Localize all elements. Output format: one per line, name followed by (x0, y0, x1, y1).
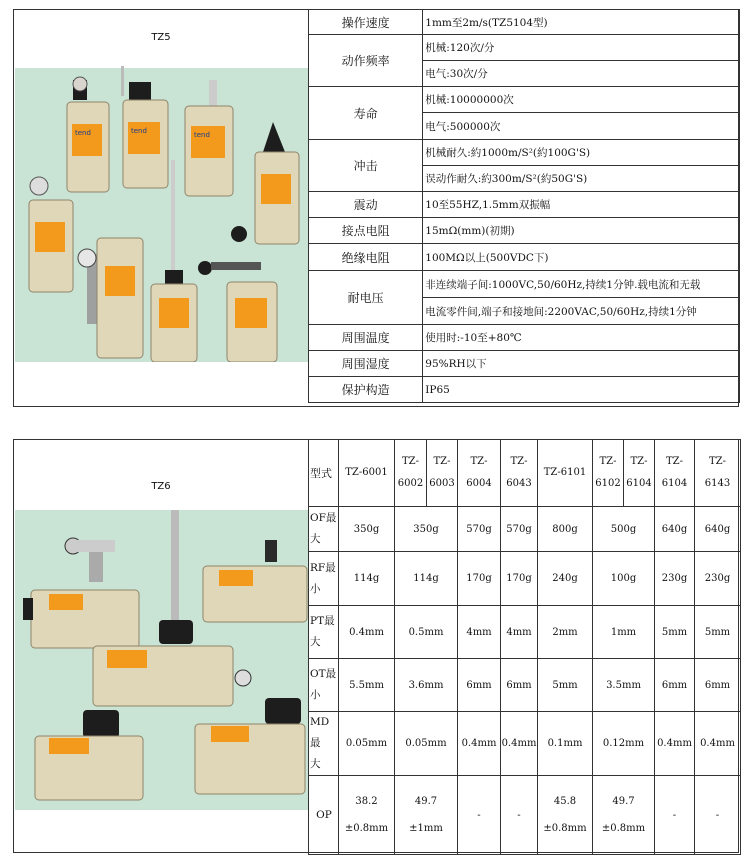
tz6-cell (395, 552, 458, 606)
tz6-cell (458, 776, 501, 855)
row-label-line-1: OF最 (310, 512, 337, 524)
tz5-row-label: 周围温度 (309, 325, 423, 351)
tz6-row (309, 776, 741, 855)
tz5-row-label: 接点电阻 (309, 218, 423, 244)
cell-line: 0.05mm (405, 738, 447, 749)
cell-line: - (517, 809, 521, 821)
row-label-line-2: 小 (310, 689, 321, 701)
cell-line: 5mm (704, 626, 731, 638)
tz6-row-label (309, 776, 339, 855)
model-line-1: TZ- (630, 456, 648, 467)
cell-line: ±0.8mm (543, 823, 587, 834)
tz5-row (309, 140, 740, 166)
row-label-line-1: PT最 (310, 615, 335, 627)
row-label-line-2: 大 (310, 636, 321, 648)
tz6-header-row (309, 440, 741, 507)
tz6-cell (655, 606, 695, 659)
tz5-row-value: IP65 (423, 377, 740, 403)
cell-line: 2mm (552, 626, 578, 638)
tz6-cell (593, 659, 655, 712)
tz6-cell (655, 712, 695, 776)
tz5-row-label: 耐电压 (309, 271, 423, 325)
tz6-model-header (427, 440, 458, 507)
tz6-model-header (501, 440, 538, 507)
tz6-product-photo (15, 510, 308, 810)
tz6-cell (695, 552, 741, 606)
tz5-row-value: 使用时:-10至+80℃ (423, 325, 740, 351)
cell-line: 500g (610, 523, 637, 535)
tz5-row (309, 192, 740, 218)
cell-line: 0.12mm (602, 738, 645, 749)
cell-line: - (672, 809, 677, 821)
tz6-row-label (309, 659, 339, 712)
model-line-2: 6104 (661, 478, 688, 489)
cell-line: 38.2 (355, 796, 378, 807)
tz6-cell (458, 712, 501, 776)
tz5-spec-table (308, 9, 740, 403)
cell-line: 800g (552, 523, 578, 535)
tz6-cell (339, 552, 395, 606)
cell-line: - (715, 809, 720, 821)
tz6-spec-table (308, 439, 741, 855)
tz6-model-header (458, 440, 501, 507)
tz5-row (309, 351, 740, 377)
cell-line: 230g (661, 573, 688, 584)
tz5-row-value: 非连续端子间:1000VC,50/60Hz,持续1分钟.载电流和无载 (423, 271, 740, 298)
cell-line: 640g (661, 523, 688, 535)
tz6-model-header (624, 440, 655, 507)
tz5-row (309, 244, 740, 271)
tz6-cell (501, 659, 538, 712)
cell-line: 230g (704, 573, 731, 584)
model-line-2: 6003 (429, 478, 455, 489)
tz6-cell (538, 659, 593, 712)
cell-line: 114g (353, 573, 380, 584)
cell-line: 570g (466, 523, 492, 535)
tz6-cell (593, 606, 655, 659)
tz5-row-value: 电流零件间,端子和接地间:2200VAC,50/60Hz,持续1分钟 (423, 298, 740, 325)
tz6-cell (395, 712, 458, 776)
tz6-row (309, 606, 741, 659)
tz6-row (309, 507, 741, 552)
cell-line: 45.8 (553, 796, 577, 807)
model-line-1: TZ- (709, 456, 726, 467)
model-line-1: TZ-6001 (345, 467, 388, 478)
tz6-cell (501, 776, 538, 855)
tz6-cell (395, 659, 458, 712)
tz6-cell (695, 507, 741, 552)
model-line-2: 6043 (506, 478, 532, 489)
model-line-2: 6004 (466, 478, 492, 489)
tz6-cell (695, 659, 741, 712)
cell-line: 4mm (506, 626, 532, 638)
tz5-row-value: 机械:120次/分 (423, 35, 740, 61)
cell-line: 6mm (661, 679, 688, 691)
tz6-cell (339, 606, 395, 659)
cell-line: ±1mm (409, 823, 443, 834)
cell-line: 6mm (466, 679, 492, 691)
cell-line: 6mm (506, 679, 532, 691)
tz6-row-label (309, 712, 339, 776)
tz6-model-header (655, 440, 695, 507)
cell-line: ±0.8mm (344, 823, 389, 834)
cell-line: 49.7 (414, 796, 438, 807)
tz5-row-value: 1mm至2m/s(TZ5104型) (423, 10, 740, 35)
tz5-row-value: 电气:500000次 (423, 113, 740, 140)
row-label-line-1: RF最 (310, 561, 336, 574)
tz5-row-value: 100MΩ以上(500VDC下) (423, 244, 740, 271)
tz6-row-label (309, 606, 339, 659)
tz5-row-value: 95%RH以下 (423, 351, 740, 377)
cell-line: 3.6mm (408, 679, 444, 691)
cell-line: 4mm (466, 626, 492, 638)
cell-line: 0.1mm (547, 738, 583, 749)
tz6-cell (695, 712, 741, 776)
tz6-row (309, 712, 741, 776)
model-line-1: TZ- (402, 456, 419, 467)
cell-line: 0.5mm (408, 626, 444, 638)
row-label-line-1: MD最 (310, 716, 330, 749)
tz6-cell (655, 659, 695, 712)
tz6-cell (538, 712, 593, 776)
cell-line: 5.5mm (349, 679, 384, 691)
tz6-cell (339, 507, 395, 552)
tz6-cell (695, 776, 741, 855)
cell-line: 0.4mm (501, 738, 537, 749)
cell-line: 0.4mm (461, 738, 497, 749)
tz6-cell (538, 552, 593, 606)
tz6-row (309, 552, 741, 606)
cell-line: 5mm (661, 626, 688, 638)
tz6-cell (538, 776, 593, 855)
tz6-model-header (339, 440, 395, 507)
tz5-row-label: 操作速度 (309, 10, 423, 35)
tz6-cell (395, 507, 458, 552)
tz5-row (309, 271, 740, 298)
tz5-row-label: 动作频率 (309, 35, 423, 87)
tz5-row-value: 机械:10000000次 (423, 87, 740, 113)
tz6-cell (339, 712, 395, 776)
cell-line: 3.5mm (606, 679, 641, 691)
cell-line: 0.4mm (349, 626, 384, 638)
svg-text:tend: tend (75, 129, 91, 137)
svg-text:tend: tend (131, 127, 147, 135)
cell-line: 0.05mm (345, 738, 388, 749)
tz6-cell (538, 606, 593, 659)
cell-line: 114g (413, 573, 439, 584)
row-label-line-1: OP (316, 808, 332, 821)
tz6-header-label: 型式 (309, 440, 339, 507)
tz5-row (309, 87, 740, 113)
tz5-row-label: 寿命 (309, 87, 423, 140)
tz6-cell (538, 507, 593, 552)
tz5-row-value: 15mΩ(mm)(初期) (423, 218, 740, 244)
row-label-line-2: 大 (310, 533, 321, 545)
tz5-row-label: 保护构造 (309, 377, 423, 403)
tz6-cell (458, 606, 501, 659)
tz6-cell (655, 552, 695, 606)
tz6-row-label (309, 552, 339, 606)
tz6-row (309, 659, 741, 712)
tz5-row-label: 周围湿度 (309, 351, 423, 377)
tz6-model-header (395, 440, 427, 507)
model-line-1: TZ- (510, 456, 528, 467)
cell-line: 240g (552, 573, 578, 584)
tz5-row (309, 10, 740, 35)
row-label-line-2: 大 (310, 758, 321, 770)
model-line-1: TZ- (599, 456, 617, 467)
tz6-cell (458, 552, 501, 606)
tz5-title: TZ5 (151, 32, 171, 43)
model-line-1: TZ-6101 (543, 467, 587, 478)
tz5-row-label: 绝缘电阻 (309, 244, 423, 271)
cell-line: 570g (506, 523, 532, 535)
cell-line: 6mm (704, 679, 731, 691)
tz6-model-header (695, 440, 741, 507)
cell-line: 0.4mm (657, 738, 692, 749)
tz5-row-value: 机械耐久:約1000m/S²(約100G'S) (423, 140, 740, 166)
cell-line: - (477, 809, 481, 821)
tz6-row-label (309, 507, 339, 552)
model-line-2: 6102 (595, 478, 621, 489)
tz6-cell (395, 606, 458, 659)
tz6-model-header (538, 440, 593, 507)
cell-line: 170g (466, 573, 492, 584)
tz5-row-value: 10至55HZ,1.5mm双振幅 (423, 192, 740, 218)
cell-line: 100g (610, 573, 637, 584)
tz6-panel (13, 439, 739, 853)
tz5-row-label: 冲击 (309, 140, 423, 192)
cell-line: ±0.8mm (601, 823, 646, 834)
cell-line: 640g (704, 523, 731, 535)
tz6-cell (395, 776, 458, 855)
tz6-cell (501, 552, 538, 606)
tz6-cell (501, 507, 538, 552)
tz5-row-value: 误动作耐久:約300m/S²(約50G'S) (423, 166, 740, 192)
cell-line: 170g (506, 573, 532, 584)
tz6-cell (458, 659, 501, 712)
tz5-row-value: 电气:30次/分 (423, 61, 740, 87)
model-line-2: 6143 (704, 478, 731, 489)
model-line-1: TZ- (666, 456, 683, 467)
tz5-row (309, 218, 740, 244)
tz6-cell (593, 776, 655, 855)
cell-line: 350g (413, 523, 439, 535)
tz6-cell (501, 606, 538, 659)
tz6-cell (458, 507, 501, 552)
cell-line: 350g (353, 523, 380, 535)
tz5-row (309, 35, 740, 61)
cell-line: 0.4mm (700, 738, 735, 749)
cell-line: 5mm (552, 679, 578, 691)
model-line-2: 6104 (626, 478, 652, 489)
tz6-title: TZ6 (151, 481, 171, 492)
tz6-cell (655, 776, 695, 855)
tz6-cell (593, 552, 655, 606)
tz6-cell (339, 659, 395, 712)
tz5-product-photo (15, 62, 308, 362)
cell-line: 49.7 (612, 796, 635, 807)
model-line-1: TZ- (470, 456, 488, 467)
cell-line: 1mm (610, 626, 637, 638)
tz5-panel (13, 9, 739, 407)
svg-text:tend: tend (194, 131, 210, 139)
model-line-1: TZ- (433, 456, 451, 467)
tz6-cell (339, 776, 395, 855)
tz5-row (309, 377, 740, 403)
tz6-cell (655, 507, 695, 552)
tz6-cell (593, 712, 655, 776)
tz6-cell (695, 606, 741, 659)
row-label-line-1: OT最 (310, 668, 337, 680)
tz5-row (309, 325, 740, 351)
tz6-cell (501, 712, 538, 776)
tz5-row-label: 震动 (309, 192, 423, 218)
model-line-2: 6002 (397, 478, 424, 489)
tz6-model-header (593, 440, 624, 507)
tz6-cell (593, 507, 655, 552)
row-label-line-2: 小 (310, 582, 321, 595)
